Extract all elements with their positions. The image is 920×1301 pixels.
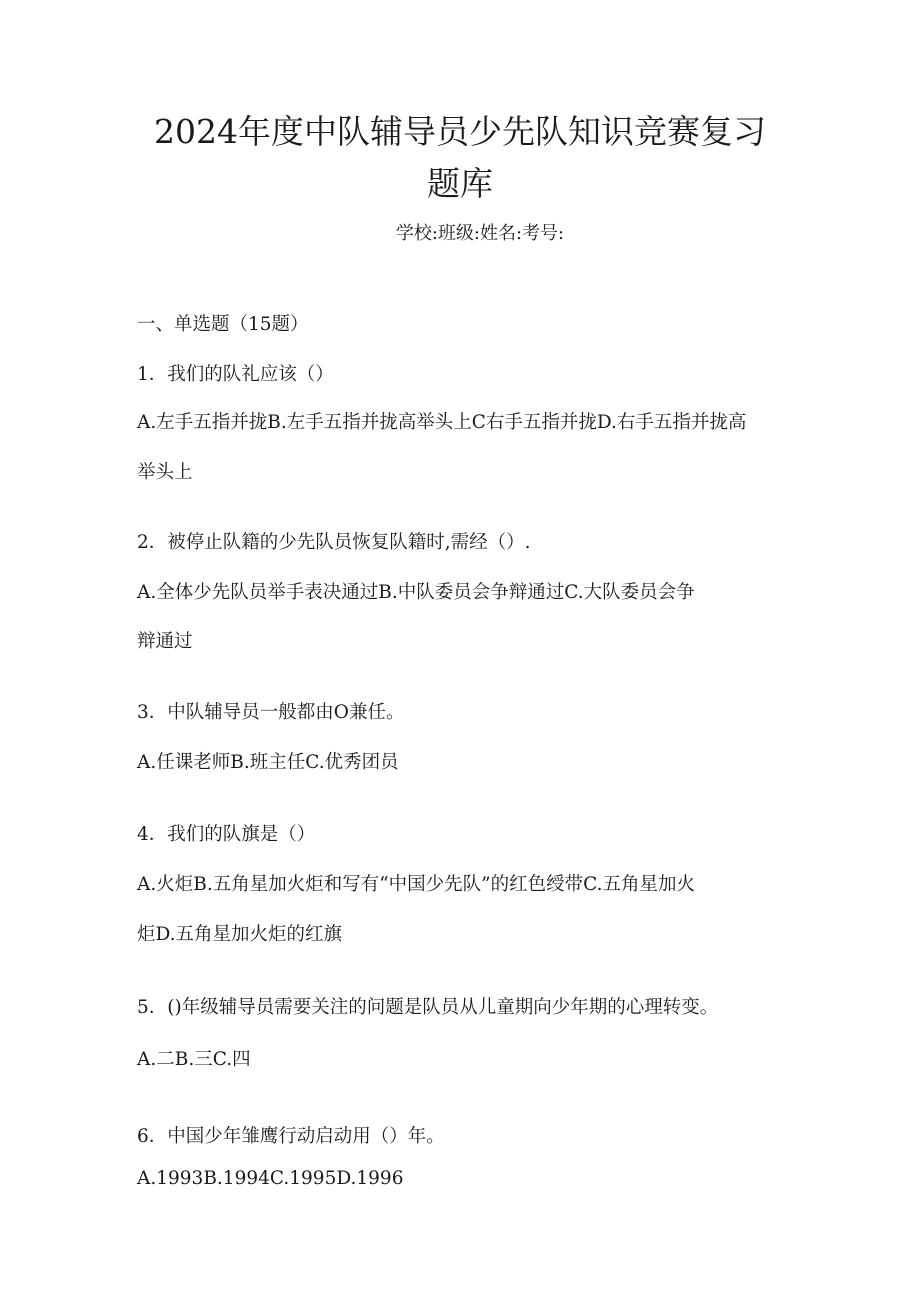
question-4-options-line-2: 炬D.五角星加火炬的红旗 (137, 924, 343, 945)
question-3-stem: 3．中队辅导员一般都由O兼任。 (137, 702, 405, 723)
question-5-options-line-1: A.二B.三C.四 (137, 1049, 251, 1070)
question-2-options-line-2: 辩通过 (137, 631, 193, 652)
document-title-line-2: 题库 (427, 164, 493, 203)
question-6-options-line-1: A.1993B.1994C.1995D.1996 (137, 1168, 404, 1189)
question-1-options-line-2: 举头上 (137, 462, 193, 483)
question-4-options-line-1: A.火炬B.五角星加火炬和写有“中国少先队”的红色绶带C.五角星加火 (137, 874, 696, 895)
question-2-options-line-1: A.全体少先队员举手表决通过B.中队委员会争辩通过C.大队委员会争 (137, 582, 695, 603)
section-heading: 一、单选题（15题） (137, 314, 309, 335)
question-6-stem: 6．中国少年雏鹰行动启动用（）年。 (137, 1126, 445, 1147)
question-3-options-line-1: A.任课老师B.班主任C.优秀团员 (137, 752, 399, 773)
question-5-stem: 5．()年级辅导员需要关注的问题是队员从儿童期向少年期的心理转变。 (137, 997, 719, 1018)
question-2-stem: 2．被停止队籍的少先队员恢复队籍时,需经（）. (137, 532, 531, 553)
question-4-stem: 4．我们的队旗是（） (137, 824, 316, 845)
document-title-line-1: 2024年度中队辅导员少先队知识竞赛复习 (154, 112, 766, 151)
question-1-stem: 1．我们的队礼应该（） (137, 364, 334, 385)
question-1-options-line-1: A.左手五指并拢B.左手五指并拢高举头上C右手五指并拢D.右手五指并拢高 (137, 412, 747, 433)
student-info-line: 学校:班级:姓名:考号: (395, 223, 565, 244)
